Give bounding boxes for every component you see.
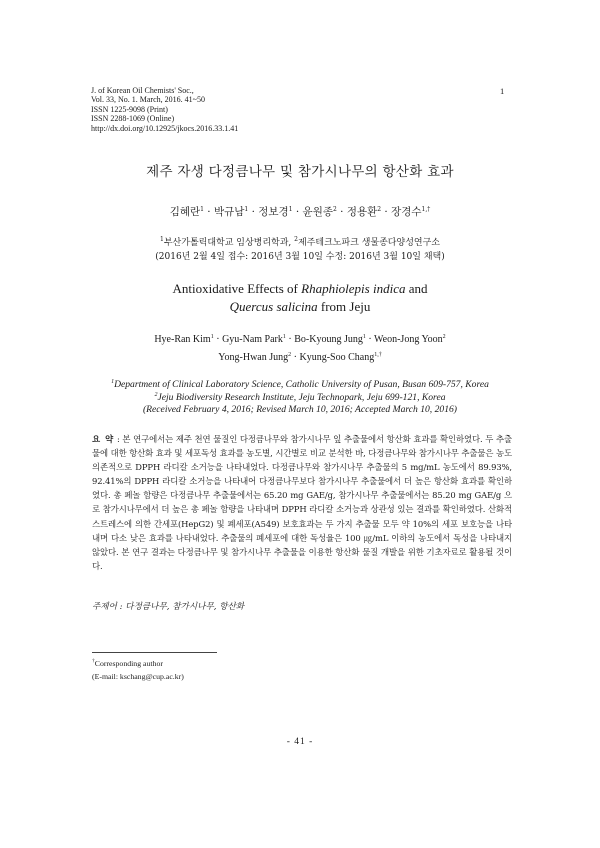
page-footer: - 41 - — [286, 737, 314, 747]
author-affiliation-sup: 2 — [288, 352, 292, 358]
korean-aff1: 부산가톨릭대학교 임상병리학과, — [163, 238, 295, 248]
author-separator: · — [213, 334, 223, 345]
abstract-text: : 본 연구에서는 제주 천연 물질인 다정큼나무와 참가시나무 잎 추출물에서 항산화 효과를 확인하였다. 두 추출물에 대한 항산화 효과 및 세포독성 효과를 농도별, 시간별로 비교 분석한 바, 다정큼나무와 참가시나무 추출물은 농도 의존적으로 DPPH 라디칼 소거능을 나타내었다. 다정큼나무와 참가시나무 추출물의 5 mg/mL 농도에서 89.93%, 92.41%의 DPPH 라디칼 소거능을 나타내어 다정큼나무보다 참가시나무 추출물에서 더 높은 항산화 효과를 확인하였다. 총 페놀 함량은 다정큼나무 추출물에서는 65.20 mg GAE/g, 참가시나무 추출물에서는 85.20 mg GAE/g 으로 참가시나무에서 더 높은 총 페놀 함량을 나타내며 DPPH 라디칼 소거능과 상관성 있는 결과를 확인하였다. 산화적 스트레스에 의한 간세포(HepG2) 및 폐세포(A549) 보호효과는 두 가지 추출물 모두 약 10%의 세포 보호능을 나타내며 다소 낮은 효과를 나타내었다. 추출물의 폐세포에 대한 독성율은 100 ㎍/mL 이하의 농도에서 독성을 나타내지 않았다. 본 연구 결과는 다정큼나무 및 참가시나무 추출물을 이용한 항산화 물질 개발을 위한 기초자료로 활용될 것이다. — [92, 434, 512, 571]
footnote-divider — [92, 652, 217, 653]
korean-aff2: 제주테크노파크 생물종다양성연구소 — [298, 238, 440, 248]
author-name: Hye-Ran Kim — [154, 334, 211, 345]
author-affiliation-sup: 1,† — [421, 206, 431, 213]
author-name: Yong-Hwan Jung — [218, 352, 289, 363]
author-name: 정용환 — [346, 206, 378, 218]
english-dates: (Received February 4, 2016; Revised March 10, 2016; Accepted March 10, 2016) — [142, 404, 457, 415]
korean-dates: (2016년 2월 4일 접수: 2016년 3월 10일 수정: 2016년 3월 10일 채택) — [155, 252, 445, 262]
journal-name: J. of Korean Oil Chemists' Soc., — [91, 86, 194, 95]
issn-online: ISSN 2288-1069 (Online) — [91, 114, 175, 124]
korean-affiliations — [60, 236, 540, 264]
author-separator: · — [381, 206, 392, 218]
korean-authors — [60, 204, 540, 219]
author-name: 장경수 — [391, 206, 422, 218]
author-affiliation-sup: 1,† — [374, 352, 382, 358]
author-separator: · — [285, 334, 295, 345]
author-affiliation-sup: 1 — [244, 206, 249, 213]
english-title-line2 — [60, 298, 540, 316]
english-authors-line1 — [60, 331, 540, 349]
aff-sup: 1 — [160, 236, 164, 243]
species-name: Rhaphiolepis indica — [301, 281, 406, 296]
abstract — [92, 432, 512, 573]
author-separator: · — [248, 206, 259, 218]
english-authors-line2 — [60, 349, 540, 367]
author-name: Weon-Jong Yoon — [374, 334, 443, 345]
keywords: 주제어 : 다정큼나무, 참가시나무, 항산화 — [92, 602, 245, 612]
title-text: from Jeju — [317, 299, 371, 314]
author-affiliation-sup: 2 — [377, 206, 382, 213]
korean-affiliation-line — [60, 236, 540, 250]
english-authors — [60, 331, 540, 367]
korean-title: 제주 자생 다정큼나무 및 참가시나무의 항산화 효과 — [146, 164, 454, 180]
aff-sup: 2 — [154, 391, 158, 398]
author-name: Kyung-Soo Chang — [299, 352, 375, 363]
footnote-text: Corresponding author — [94, 659, 163, 668]
species-name: Quercus salicina — [229, 299, 318, 314]
top-page-number: 1 — [500, 86, 505, 96]
author-affiliation-sup: 1 — [200, 206, 204, 213]
author-affiliation-sup: 2 — [332, 206, 337, 213]
title-text: and — [405, 281, 428, 296]
author-separator: · — [336, 206, 347, 218]
author-separator: · — [291, 352, 300, 363]
english-title-line1 — [60, 280, 540, 298]
author-name: Gyu-Nam Park — [222, 334, 283, 345]
aff-sup: 1 — [111, 379, 115, 385]
author-name: Bo-Kyoung Jung — [294, 334, 363, 345]
english-affiliations — [60, 379, 540, 417]
aff-sup: 2 — [294, 236, 298, 243]
author-name: 윤원종 — [302, 206, 333, 218]
author-affiliation-sup: 1 — [210, 334, 214, 340]
english-aff2-line — [60, 392, 540, 405]
english-aff2: Jeju Biodiversity Research Institute, Jeju Technopark, Jeju 699-121, Korea — [157, 391, 446, 403]
author-affiliation-sup: 1 — [362, 334, 366, 340]
author-affiliation-sup: 1 — [288, 206, 293, 213]
author-affiliation-sup: 2 — [442, 334, 446, 340]
author-affiliation-sup: 1 — [282, 334, 286, 340]
author-name: 김혜란 — [169, 206, 201, 218]
author-name: 정보경 — [258, 206, 289, 218]
author-separator: · — [365, 334, 375, 345]
footnote — [92, 657, 184, 683]
footnote-mark: † — [92, 658, 95, 664]
author-separator: · — [292, 206, 303, 218]
footnote-line1 — [92, 657, 184, 670]
footnote-email: (E-mail: kschang@cup.ac.kr) — [92, 672, 184, 681]
issn-print: ISSN 1225-9098 (Print) — [91, 104, 168, 114]
abstract-label: 요 약 — [92, 434, 115, 444]
author-separator: · — [203, 206, 214, 218]
english-aff1-line — [60, 379, 540, 392]
doi-link[interactable]: http://dx.doi.org/10.12925/jkocs.2016.33.1.41 — [91, 123, 239, 133]
english-aff1: Department of Clinical Laboratory Science, Catholic University of Pusan, Busan 609-757, Korea — [114, 379, 489, 390]
title-text: Antioxidative Effects of — [172, 281, 302, 296]
journal-volume: Vol. 33, No. 1. March, 2016. 41~50 — [91, 95, 205, 105]
english-title — [60, 280, 540, 316]
journal-info — [91, 86, 238, 133]
author-name: 박규남 — [213, 206, 245, 218]
